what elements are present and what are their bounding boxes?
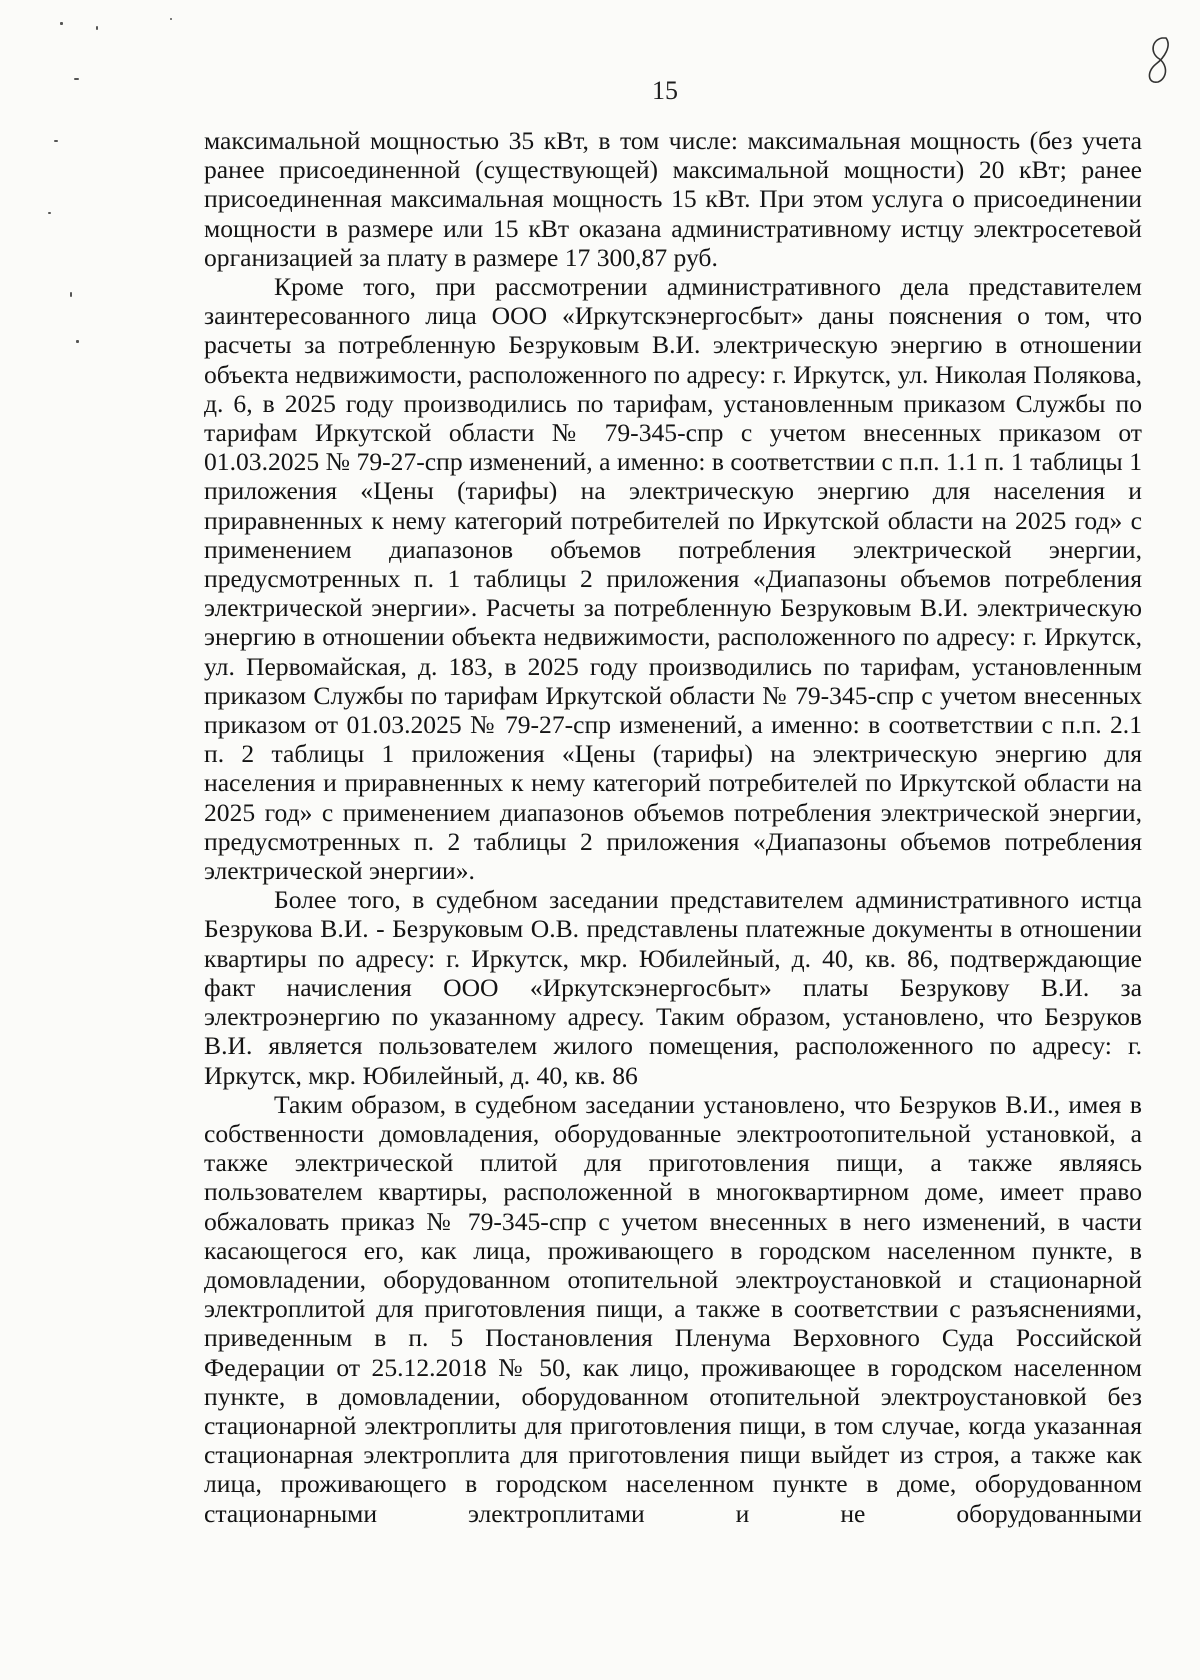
page-number: 15 [652, 76, 678, 105]
scan-speck [70, 292, 72, 297]
scan-speck [74, 78, 79, 80]
paragraph-3: Более того, в судебном заседании представителем административного истца Безрукова В.И. - Безруковым О.В. представлены платежные документы в отношении квартиры по адресу: г. Иркутск, мкр. Юбилейный, д. 40, кв. 86, подтверждающие факт начисления ООО «Иркутскэнергосбыт» платы Безрукову В.И. за электроэнергию по указанному адресу. Таким образом, установлено, что Безруков В.И. является пользователем жилого помещения, расположенного по адресу: г. Иркутск, мкр. Юбилейный, д. 40, кв. 86 [204, 885, 1142, 1090]
scan-speck [96, 26, 98, 30]
paragraph-4: Таким образом, в судебном заседании установлено, что Безруков В.И., имея в собственности домовладения, оборудованные электроотопительной установкой, а также электрической плитой для приготовления пищи, а также являясь пользователем квартиры, расположенной в многоквартирном доме, имеет право обжаловать приказ № 79-345-спр с учетом внесенных в него изменений, в части касающегося его, как лица, проживающего в городском населенном пункте, в домовладении, оборудованном отопительной электроустановкой и стационарной электроплитой для приготовления пищи, а также в соответствии с разъяснениями, приведенным в п. 5 Постановления Пленума Верховного Суда Российской Федерации от 25.12.2018 № 50, как лицо, проживающее в городском населенном пункте, в домовладении, оборудованном отопительной электроустановкой без стационарной электроплиты для приготовления пищи, в том случае, когда указанная стационарная электроплита для приготовления пищи выйдет из строя, а также как лица, проживающего в городском населенном пункте в доме, оборудованном стационарными электроплитами и не оборудованными [204, 1089, 1142, 1528]
scan-speck [76, 340, 79, 343]
scan-speck [60, 22, 63, 25]
scan-speck [170, 18, 172, 20]
handwritten-mark-icon [1138, 30, 1178, 90]
scan-speck [54, 140, 58, 142]
paragraph-1: максимальной мощностью 35 кВт, в том числе: максимальная мощность (без учета ранее присоединенной (существующей) максимальной мощности) 20 кВт; ранее присоединенная максимальная мощность 15 кВт. При этом услуга о присоединении мощности в размере или 15 кВт оказана административному истцу электросетевой организацией за плату в размере 17 300,87 руб. [204, 126, 1142, 272]
paragraph-2: Кроме того, при рассмотрении административного дела представителем заинтересованного лица ООО «Иркутскэнергосбыт» даны пояснения о том, что расчеты за потребленную Безруковым В.И. электрическую энергию в отношении объекта недвижимости, расположенного по адресу: г. Иркутск, ул. Николая Полякова, д. 6, в 2025 году производились по тарифам, установленным приказом Службы по тарифам Иркутской области № 79-345-спр с учетом внесенных приказом от 01.03.2025 № 79-27-спр изменений, а именно: в соответствии с п.п. 1.1 п. 1 таблицы 1 приложения «Цены (тарифы) на электрическую энергию для населения и приравненных к нему категорий потребителей по Иркутской области на 2025 год» с применением диапазонов объемов потребления электрической энергии, предусмотренных п. 1 таблицы 2 приложения «Диапазоны объемов потребления электрической энергии». Расчеты за потребленную Безруковым В.И. электрическую энергию в отношении объекта недвижимости, расположенного по адресу: г. Иркутск, ул. Первомайская, д. 183, в 2025 году производились по тарифам, установленным приказом Службы по тарифам Иркутской области № 79-345-спр с учетом внесенных приказом от 01.03.2025 № 79-27-спр изменений, а именно: в соответствии с п.п. 2.1 п. 2 таблицы 1 приложения «Цены (тарифы) на электрическую энергию для населения и приравненных к нему категорий потребителей по Иркутской области на 2025 год» с применением диапазонов объемов потребления электрической энергии, предусмотренных п. 2 таблицы 2 приложения «Диапазоны объемов потребления электрической энергии». [204, 272, 1142, 886]
scan-speck [48, 212, 51, 214]
document-body [204, 126, 1142, 1528]
